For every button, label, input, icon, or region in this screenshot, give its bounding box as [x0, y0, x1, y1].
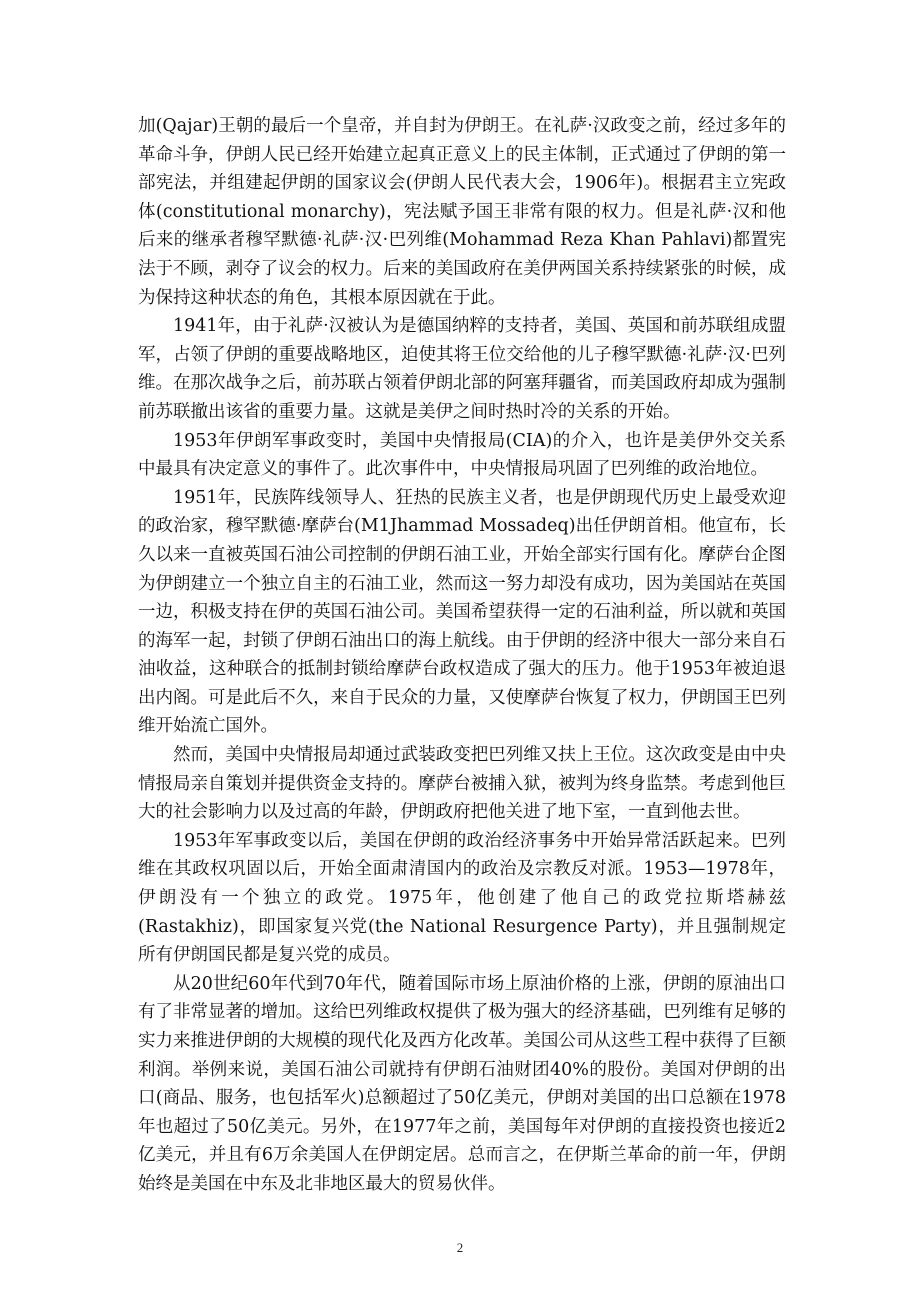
document-body	[138, 112, 786, 1199]
paragraph-2: 1941年，由于礼萨·汉被认为是德国纳粹的支持者，美国、英国和前苏联组成盟军，占领了伊朗的重要战略地区，迫使其将王位交给他的儿子穆罕默德·礼萨·汉·巴列维。在那次战争之后，前苏联占领着伊朗北部的阿塞拜疆省，而美国政府却成为强制前苏联撤出该省的重要力量。这就是美伊之间时热时冷的关系的开始。	[138, 316, 786, 422]
paragraph-7: 从20世纪60年代到70年代，随着国际市场上原油价格的上涨，伊朗的原油出口有了非常显著的增加。这给巴列维政权提供了极为强大的经济基础，巴列维有足够的实力来推进伊朗的大规模的现代化及西方化改革。美国公司从这些工程中获得了巨额利润。举例来说，美国石油公司就持有伊朗石油财团40%的股份。美国对伊朗的出口(商品、服务，也包括军火)总额超过了50亿美元，伊朗对美国的出口总额在1978年也超过了50亿美元。另外，在1977年之前，美国每年对伊朗的直接投资也接近2亿美元，并且有6万余美国人在伊朗定居。总而言之，在伊斯兰革命的前一年，伊朗始终是美国在中东及北非地区最大的贸易伙伴。	[138, 973, 786, 1194]
paragraph-1: 加(Qajar)王朝的最后一个皇帝，并自封为伊朗王。在礼萨·汉政变之前，经过多年的革命斗争，伊朗人民已经开始建立起真正意义上的民主体制，正式通过了伊朗的第一部宪法，并组建起伊朗的国家议会(伊朗人民代表大会，1906年)。根据君主立宪政体(constitutional monarchy)，宪法赋予国王非常有限的权力。但是礼萨·汉和他后来的继承者穆罕默德·礼萨·汉·巴列维(Mohammad Reza Khan Pahlavi)都置宪法于不顾，剥夺了议会的权力。后来的美国政府在美伊两国关系持续紧张的时候，成为保持这种状态的角色，其根本原因就在于此。	[138, 116, 786, 308]
paragraph-3: 1953年伊朗军事政变时，美国中央情报局(CIA)的介入，也许是美伊外交关系中最具有决定意义的事件了。此次事件中，中央情报局巩固了巴列维的政治地位。	[138, 430, 786, 480]
page-number: 2	[456, 1240, 464, 1255]
paragraph-6: 1953年军事政变以后，美国在伊朗的政治经济事务中开始异常活跃起来。巴列维在其政权巩固以后，开始全面肃清国内的政治及宗教反对派。1953—1978年，伊朗没有一个独立的政党。1975年，他创建了他自己的政党拉斯塔赫兹(Rastakhiz)，即国家复兴党(the National Resurgence Party)，并且强制规定所有伊朗国民都是复兴党的成员。	[138, 830, 786, 966]
paragraph-4: 1951年，民族阵线领导人、狂热的民族主义者，也是伊朗现代历史上最受欢迎的政治家，穆罕默德·摩萨台(M1Jhammad Mossadeq)出任伊朗首相。他宣布，长久以来一直被英国石油公司控制的伊朗石油工业，开始全部实行国有化。摩萨台企图为伊朗建立一个独立自主的石油工业，然而这一努力却没有成功，因为美国站在英国一边，积极支持在伊的英国石油公司。美国希望获得一定的石油利益，所以就和英国的海军一起，封锁了伊朗石油出口的海上航线。由于伊朗的经济中很大一部分来自石油收益，这种联合的抵制封锁给摩萨台政权造成了强大的压力。他于1953年被迫退出内阁。可是此后不久，来自于民众的力量，又使摩萨台恢复了权力，伊朗国王巴列维开始流亡国外。	[138, 487, 786, 737]
paragraph-5: 然而，美国中央情报局却通过武装政变把巴列维又扶上王位。这次政变是由中央情报局亲自策划并提供资金支持的。摩萨台被捕入狱，被判为终身监禁。考虑到他巨大的社会影响力以及过高的年龄，伊朗政府把他关进了地下室，一直到他去世。	[138, 745, 786, 823]
